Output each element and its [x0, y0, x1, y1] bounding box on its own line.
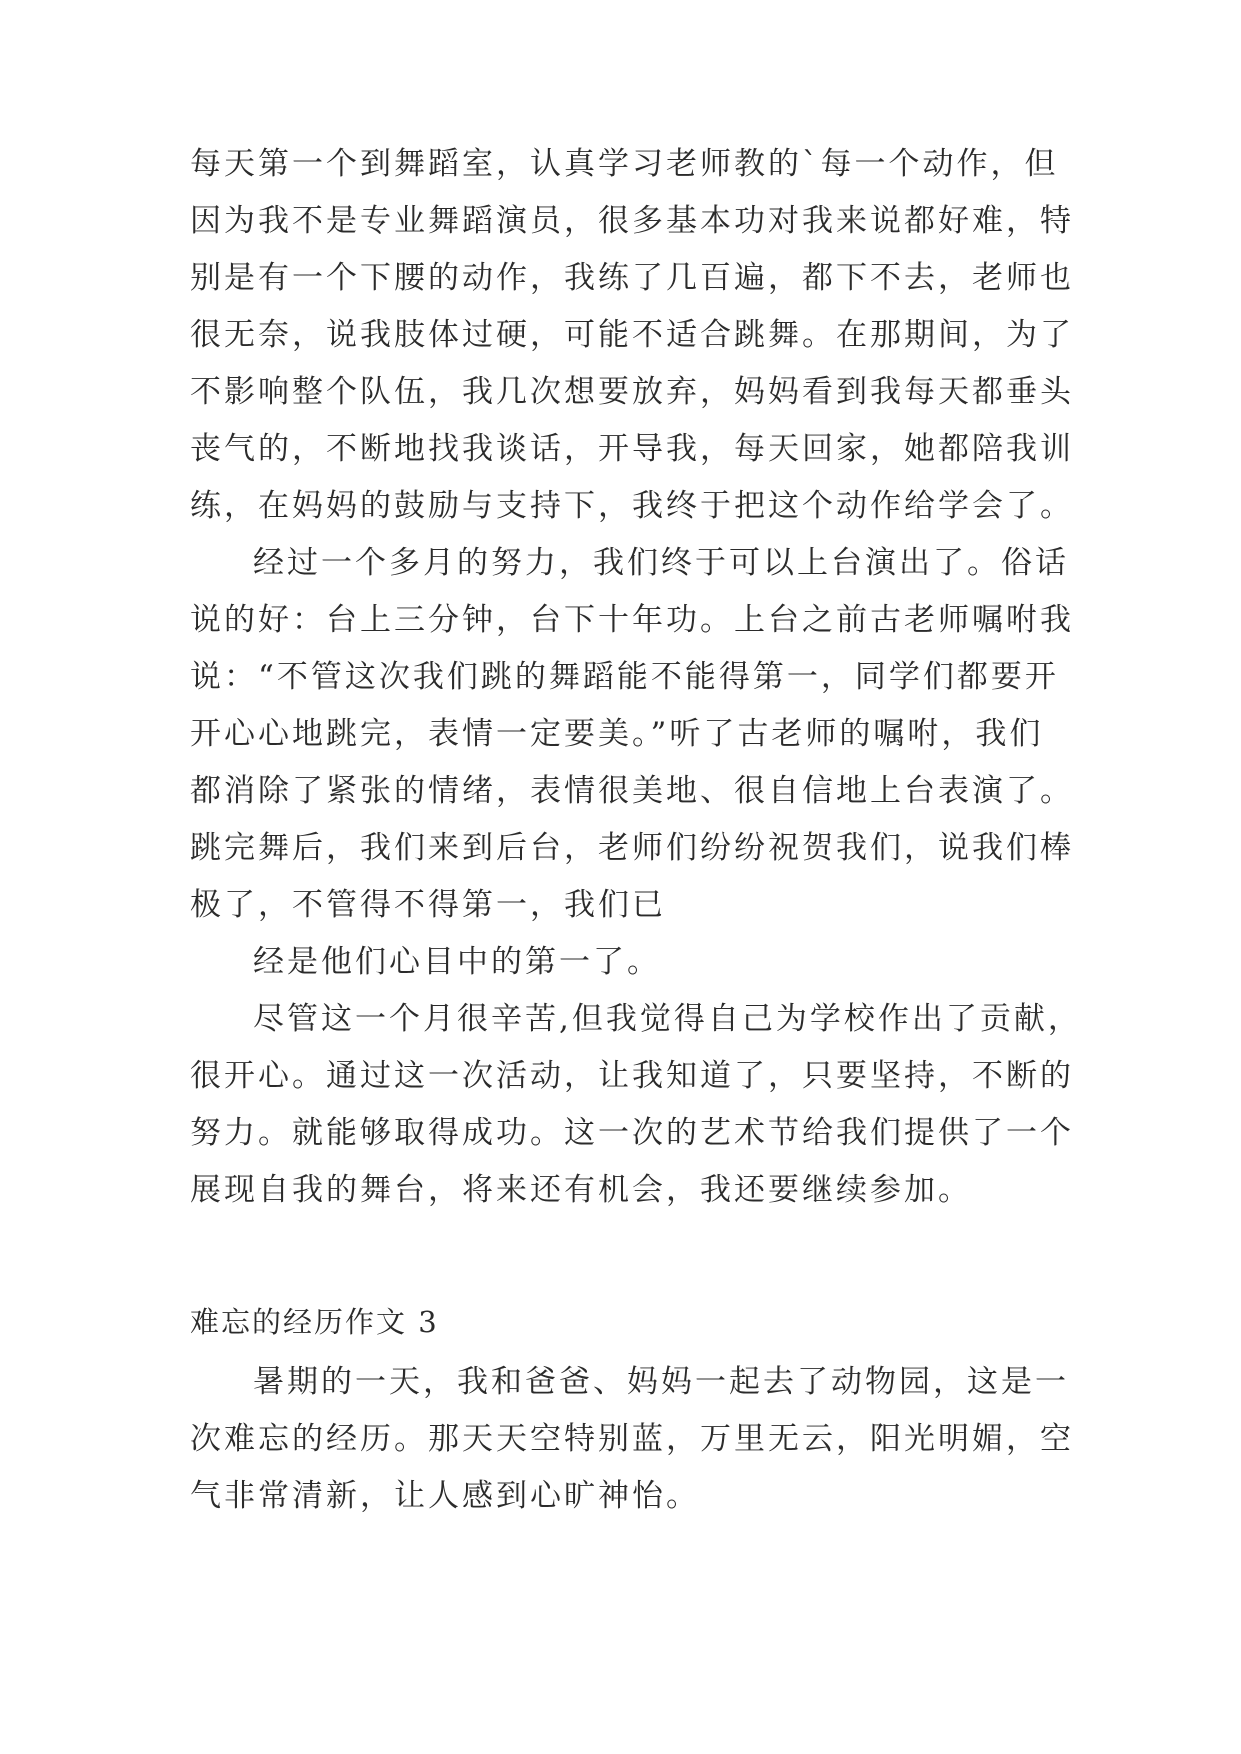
text-line: 说的好：台上三分钟，台下十年功。上台之前古老师嘱咐我	[190, 602, 1074, 638]
text-line: 因为我不是专业舞蹈演员，很多基本功对我来说都好难，特	[190, 203, 1074, 239]
text-line: 努力。就能够取得成功。这一次的艺术节给我们提供了一个	[190, 1115, 1074, 1151]
text-line: 不影响整个队伍，我几次想要放弃，妈妈看到我每天都垂头	[190, 374, 1074, 410]
text-line: 跳完舞后，我们来到后台，老师们纷纷祝贺我们，说我们棒	[190, 830, 1074, 866]
text-line: 别是有一个下腰的动作，我练了几百遍，都下不去，老师也	[190, 260, 1074, 296]
text-line: 丧气的，不断地找我谈话，开导我，每天回家，她都陪我训	[190, 431, 1074, 467]
text-line: 每天第一个到舞蹈室，认真学习老师教的`每一个动作，但	[190, 146, 1059, 182]
paragraph-first-line: 暑期的一天，我和爸爸、妈妈一起去了动物园，这是一	[253, 1364, 1069, 1400]
paragraph-first-line: 经是他们心目中的第一了。	[253, 944, 661, 980]
paragraph-first-line: 尽管这一个月很辛苦,但我觉得自己为学校作出了贡献，	[253, 1001, 1082, 1037]
text-line: 说：“不管这次我们跳的舞蹈能不能得第一，同学们都要开	[190, 659, 1059, 695]
text-line: 很开心。通过这一次活动，让我知道了，只要坚持，不断的	[190, 1058, 1074, 1094]
paragraph-first-line: 经过一个多月的努力，我们终于可以上台演出了。俗话	[253, 545, 1069, 581]
text-line: 很无奈，说我肢体过硬，可能不适合跳舞。在那期间，为了	[190, 317, 1074, 353]
section-title: 难忘的经历作文 3	[190, 1305, 439, 1339]
text-line: 极了，不管得不得第一，我们已	[190, 887, 666, 923]
text-line: 都消除了紧张的情绪，表情很美地、很自信地上台表演了。	[190, 773, 1074, 809]
text-line: 次难忘的经历。那天天空特别蓝，万里无云，阳光明媚，空	[190, 1421, 1074, 1457]
text-line: 气非常清新，让人感到心旷神怡。	[190, 1478, 700, 1514]
text-line: 开心心地跳完，表情一定要美。”听了古老师的嘱咐，我们	[190, 716, 1044, 752]
text-line: 展现自我的舞台，将来还有机会，我还要继续参加。	[190, 1172, 972, 1208]
text-line: 练，在妈妈的鼓励与支持下，我终于把这个动作给学会了。	[190, 488, 1074, 524]
